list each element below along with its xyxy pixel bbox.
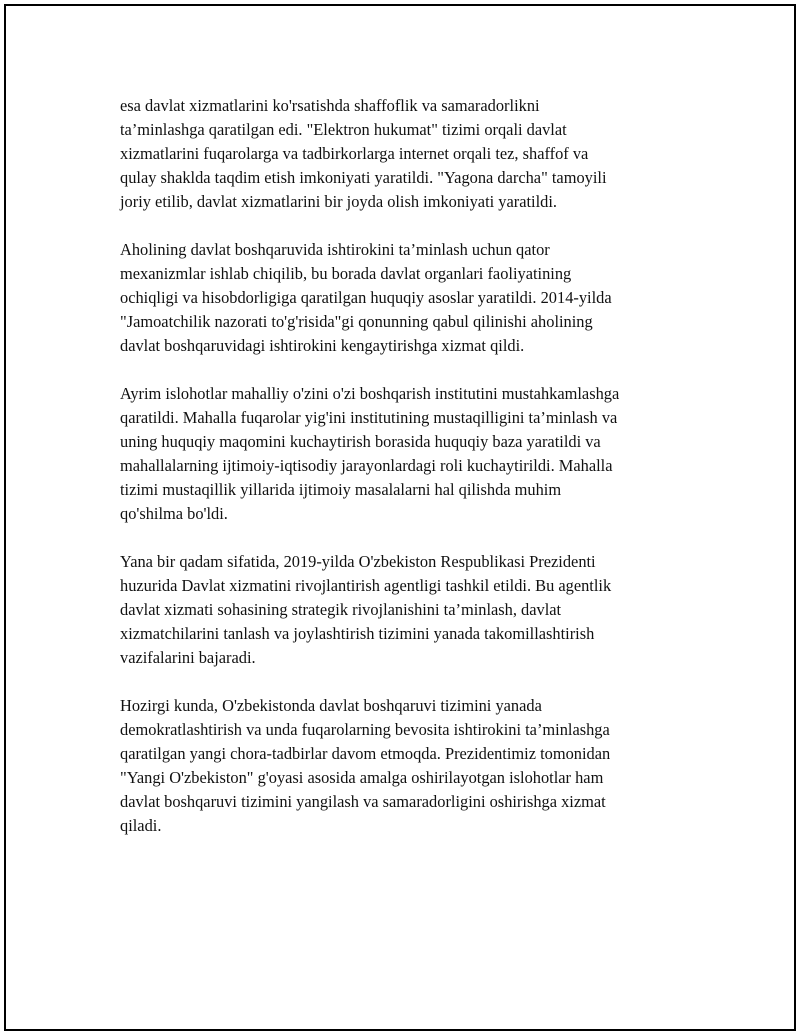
text-line: Ayrim islohotlar mahalliy o'zini o'zi boshqarish institutini mustahkamlashga <box>120 384 620 403</box>
text-line: "Jamoatchilik nazorati to'g'risida"gi qonunning qabul qilinishi aholining <box>120 312 593 331</box>
text-line: tizimi mustaqillik yillarida ijtimoiy masalalarni hal qilishda muhim <box>120 480 562 499</box>
text-line: ta’minlashga qaratilgan edi. "Elektron hukumat" tizimi orqali davlat <box>120 120 567 139</box>
document-page <box>4 4 796 1031</box>
text-line: davlat boshqaruvi tizimini yangilash va samaradorligini oshirishga xizmat <box>120 792 606 811</box>
text-line: Aholining davlat boshqaruvida ishtirokini ta’minlash uchun qator <box>120 240 550 259</box>
paragraph-3 <box>120 382 706 526</box>
text-line: mahallalarning ijtimoiy-iqtisodiy jarayonlardagi roli kuchaytirildi. Mahalla <box>120 456 613 475</box>
text-line: Yana bir qadam sifatida, 2019-yilda O'zbekiston Respublikasi Prezidenti <box>120 552 596 571</box>
text-line: joriy etilib, davlat xizmatlarini bir joyda olish imkoniyati yaratildi. <box>120 192 557 211</box>
text-line: davlat xizmati sohasining strategik rivojlanishini ta’minlash, davlat <box>120 600 562 619</box>
text-line: qaratilgan yangi chora-tadbirlar davom etmoqda. Prezidentimiz tomonidan <box>120 744 611 763</box>
text-line: qo'shilma bo'ldi. <box>120 504 228 523</box>
text-line: ochiqligi va hisobdorligiga qaratilgan huquqiy asoslar yaratildi. 2014-yilda <box>120 288 612 307</box>
text-line: qulay shaklda taqdim etish imkoniyati yaratildi. "Yagona darcha" tamoyili <box>120 168 607 187</box>
text-line: uning huquqiy maqomini kuchaytirish borasida huquqiy baza yaratildi va <box>120 432 601 451</box>
text-line: davlat boshqaruvidagi ishtirokini kengaytirishga xizmat qildi. <box>120 336 525 355</box>
text-line: xizmatchilarini tanlash va joylashtirish tizimini yanada takomillashtirish <box>120 624 595 643</box>
text-line: Hozirgi kunda, O'zbekistonda davlat boshqaruvi tizimini yanada <box>120 696 542 715</box>
text-line: esa davlat xizmatlarini ko'rsatishda shaffoflik va samaradorlikni <box>120 96 540 115</box>
text-line: qiladi. <box>120 816 162 835</box>
paragraph-1 <box>120 94 706 214</box>
text-line: mexanizmlar ishlab chiqilib, bu borada davlat organlari faoliyatining <box>120 264 572 283</box>
text-line: demokratlashtirish va unda fuqarolarning bevosita ishtirokini ta’minlashga <box>120 720 610 739</box>
text-line: xizmatlarini fuqarolarga va tadbirkorlarga internet orqali tez, shaffof va <box>120 144 589 163</box>
text-line: vazifalarini bajaradi. <box>120 648 256 667</box>
paragraph-5 <box>120 694 706 838</box>
paragraph-4 <box>120 550 706 670</box>
paragraph-2 <box>120 238 706 358</box>
document-body <box>120 94 706 862</box>
text-line: qaratildi. Mahalla fuqarolar yig'ini institutining mustaqilligini ta’minlash va <box>120 408 618 427</box>
text-line: "Yangi O'zbekiston" g'oyasi asosida amalga oshirilayotgan islohotlar ham <box>120 768 604 787</box>
text-line: huzurida Davlat xizmatini rivojlantirish agentligi tashkil etildi. Bu agentlik <box>120 576 612 595</box>
